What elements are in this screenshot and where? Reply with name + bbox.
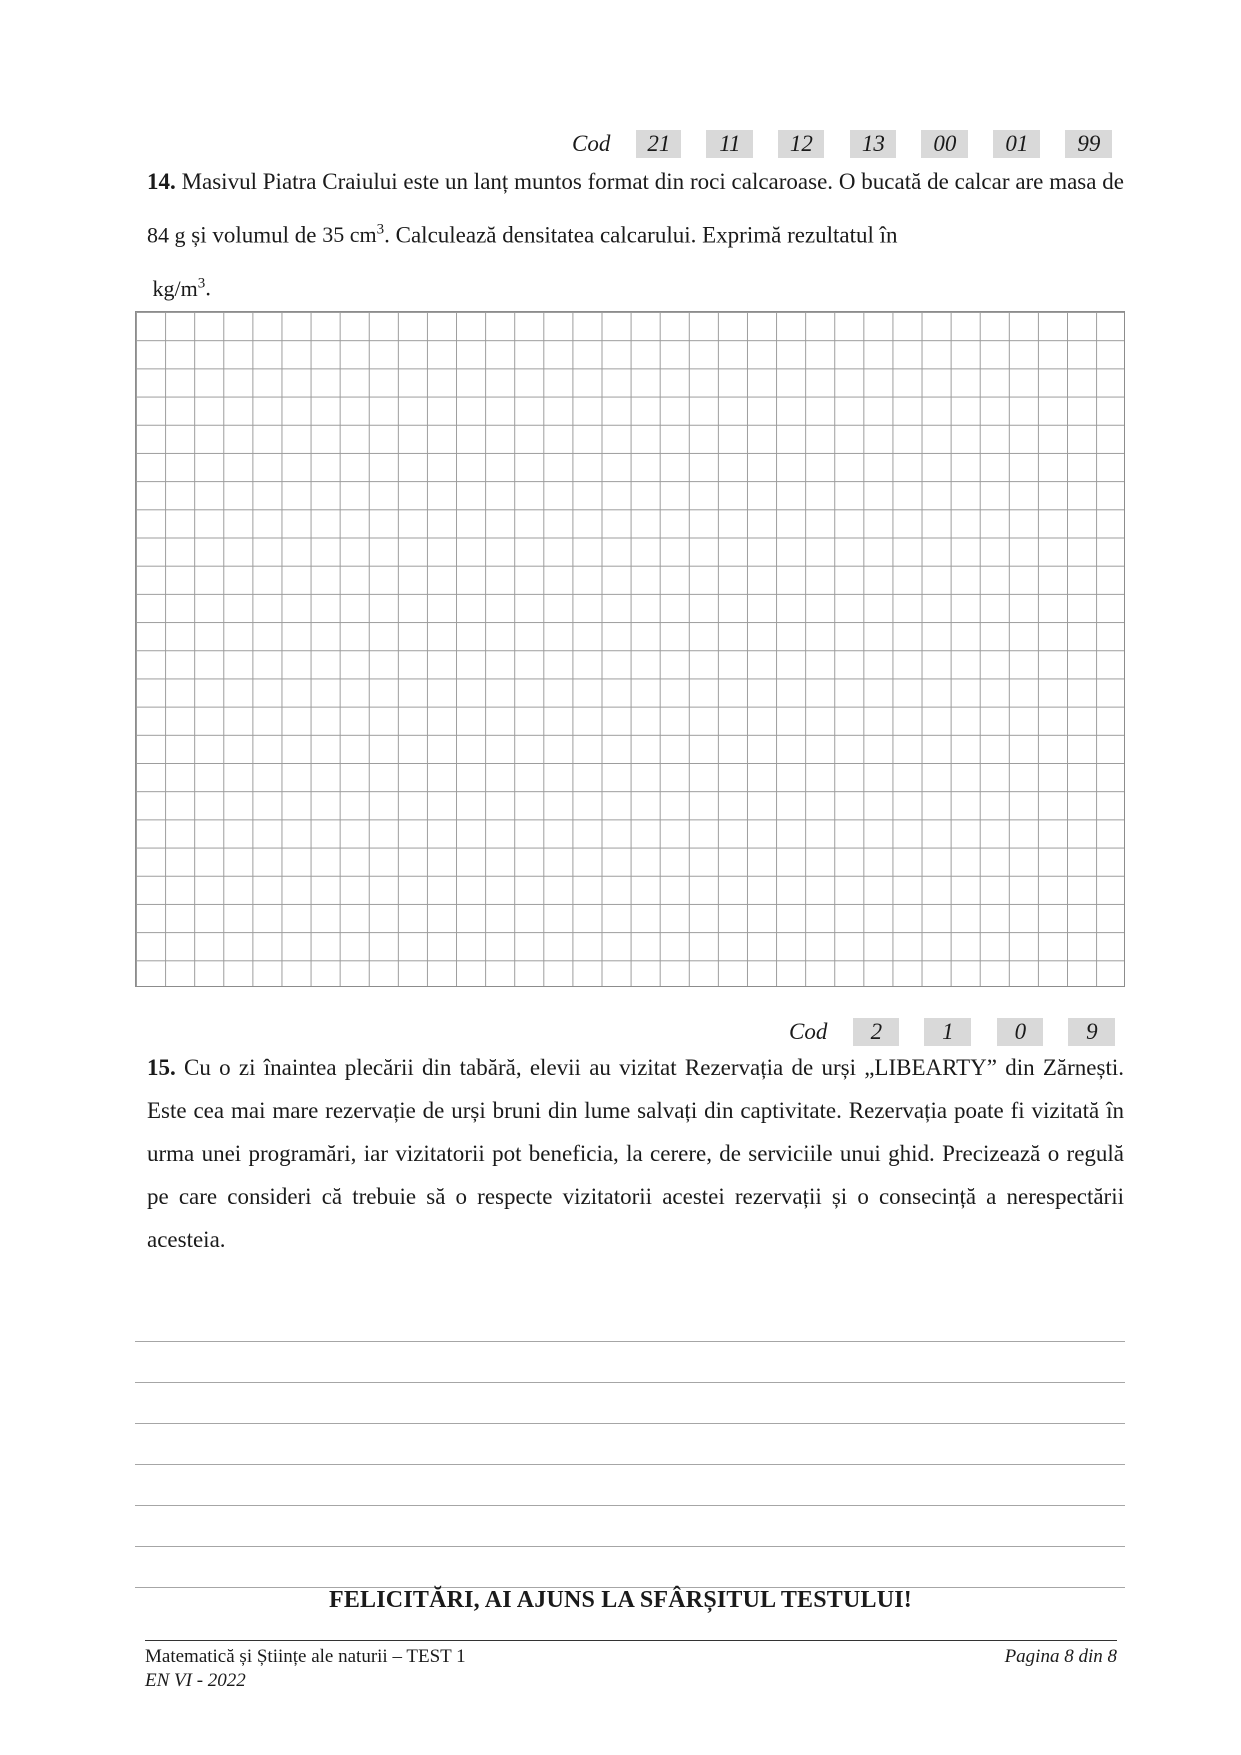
answer-line[interactable]	[135, 1383, 1125, 1424]
unit-value: $kg/m^3$	[152, 275, 206, 301]
code-box: 0	[997, 1018, 1043, 1046]
question-text: și volumul de	[191, 222, 317, 248]
code-box: 13	[850, 130, 896, 158]
code-row-q14	[572, 129, 1112, 159]
closing-message: FELICITĂRI, AI AJUNS LA SFÂRȘITUL TESTULUI!	[328, 1587, 912, 1613]
footer-exam: EN VI - 2022	[145, 1670, 246, 1691]
code-box: 2	[853, 1018, 899, 1046]
footer-subject: Matematică și Științe ale naturii – TEST 1	[145, 1646, 466, 1667]
mass-value: 84 g	[147, 222, 186, 248]
question-text: .	[205, 275, 211, 301]
code-label: Cod	[572, 131, 611, 156]
code-box: 00	[921, 130, 968, 158]
code-box: 01	[993, 130, 1040, 158]
code-row-q15	[789, 1017, 1115, 1047]
question-text: Masivul Piatra Craiului este un lanț muntos format din roci calcaroase. O bucată de calcar are masa de	[181, 169, 1124, 194]
answer-line[interactable]	[135, 1465, 1125, 1506]
footer-page-number: Pagina 8 din 8	[1004, 1646, 1117, 1667]
answer-line[interactable]	[135, 1342, 1125, 1383]
code-label: Cod	[789, 1019, 828, 1044]
question-14	[147, 157, 1124, 313]
question-number: 15.	[147, 1055, 176, 1080]
answer-line[interactable]	[135, 1547, 1125, 1588]
code-box: 11	[706, 130, 753, 158]
answer-line[interactable]	[135, 1424, 1125, 1465]
volume-value: 35 $cm^3$	[322, 222, 385, 248]
question-number: 14.	[147, 169, 176, 194]
page-footer	[145, 1640, 1117, 1693]
code-box: 21	[636, 130, 681, 158]
code-box: 99	[1065, 130, 1112, 158]
code-box: 9	[1068, 1018, 1115, 1046]
answer-line[interactable]	[135, 1301, 1125, 1342]
question-text: . Calculează densitatea calcarului. Exprimă rezultatul în	[384, 222, 898, 248]
answer-grid[interactable]	[135, 311, 1125, 987]
question-15	[147, 1046, 1124, 1261]
code-box: 1	[924, 1018, 971, 1046]
answer-line[interactable]	[135, 1506, 1125, 1547]
question-text: Cu o zi înaintea plecării din tabără, elevii au vizitat Rezervația de urși „LIBEARTY” din Zărnești. Este cea mai mare rezervație de urși bruni din lume salvați din captivitate. Rezervația poate fi vizitată în urma unei programări, iar vizitatorii pot beneficia, la cerere, de serviciile unui ghid. Precizează o regulă pe care consideri că trebuie să o respecte vizitatorii acestei rezervații și o consecință a nerespectării acesteia.	[147, 1055, 1124, 1252]
answer-lines[interactable]	[135, 1301, 1125, 1588]
code-box: 12	[778, 130, 824, 158]
